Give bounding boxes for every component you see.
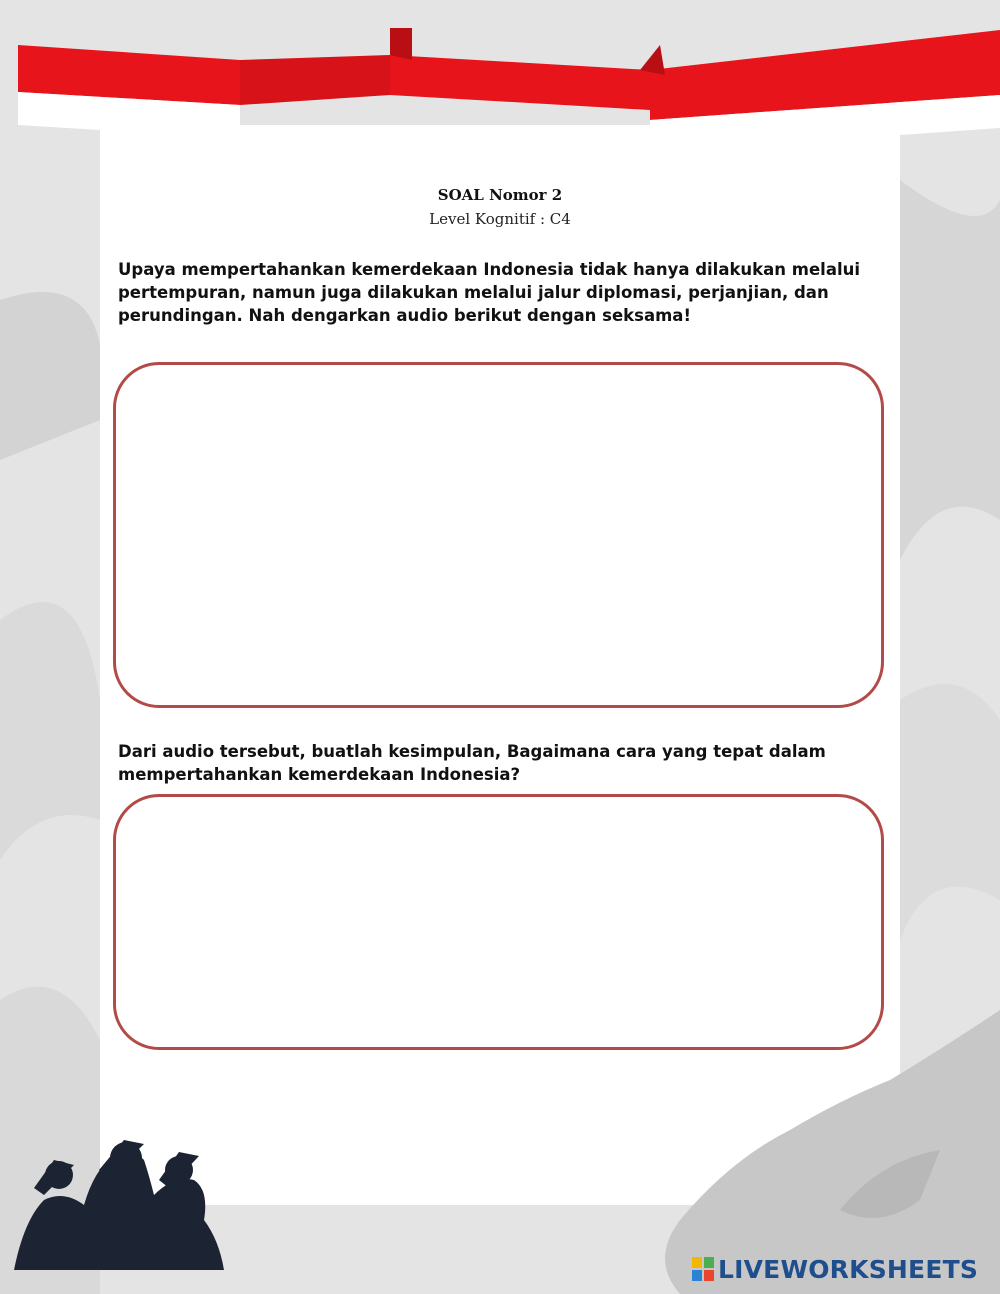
audio-answer-box[interactable]	[113, 362, 884, 708]
liveworksheets-logo-icon	[692, 1257, 714, 1281]
worksheet-title: SOAL Nomor 2	[437, 186, 563, 204]
worksheet-subtitle: Level Kognitif : C4	[429, 210, 571, 228]
liveworksheets-brand	[692, 1252, 978, 1286]
brand-name: LIVEWORKSHEETS	[718, 1254, 979, 1284]
saluting-soldiers-icon	[14, 1130, 224, 1270]
question-1-text: Upaya mempertahankan kemerdekaan Indonesia tidak hanya dilakukan melalui pertempuran, namun juga dilakukan melalui jalur diplomasi, perjanjian, dan perundingan. Nah dengarkan audio berikut dengan seksama!	[118, 260, 861, 325]
question-2-text: Dari audio tersebut, buatlah kesimpulan, Bagaimana cara yang tepat dalam mempertahankan kemerdekaan Indonesia?	[118, 742, 826, 784]
